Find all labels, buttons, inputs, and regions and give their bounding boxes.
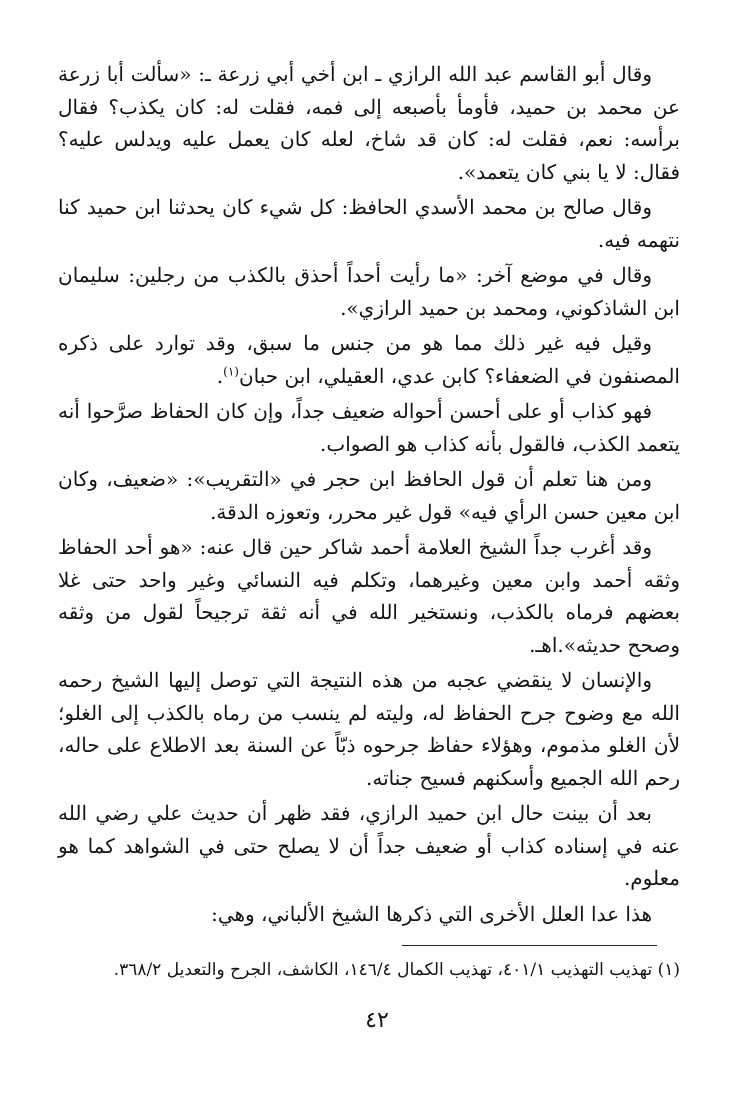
paragraph-other-sayings-text: وقيل فيه غير ذلك مما هو من جنس ما سبق، وقد توارد على ذكره المصنفون في الضعفاء؟ كابن عدي، العقيلي، ابن حبان bbox=[58, 331, 680, 388]
paragraph-abu-qasim: وقال أبو القاسم عبد الله الرازي ـ ابن أخي أبي زرعة ـ: «سألت أبا زرعة عن محمد بن حميد، فأومأ بأصبعه إلى فمه، فقلت له: كان يكذب؟ فقال برأسه: نعم، فقلت له: كان قد شاخ، لعله كان يعمل عليه ويدلس عليه؟ فقال: لا يا بني كان يتعمد». bbox=[58, 62, 680, 184]
paragraph-other-causes: هذا عدا العلل الأخرى التي ذكرها الشيخ الألباني، وهي: bbox=[211, 901, 652, 926]
paragraph-another-place: وقال في موضع آخر: «ما رأيت أحداً أحذق بالكذب من رجلين: سليمان ابن الشاذكوني، ومحمد بن حميد الرازي». bbox=[58, 263, 680, 320]
footnote: (١) تهذيب التهذيب ٤٠١/١، تهذيب الكمال ١٤٦/٤، الكاشف، الجرح والتعديل ٣٦٨/٢. bbox=[113, 960, 680, 980]
paragraph-conclusion: بعد أن بينت حال ابن حميد الرازي، فقد ظهر أن حديث علي رضي الله عنه في إسناده كذاب أو ضعيف جداً أن لا يصلح حتى في الشواهد كما هو معلوم. bbox=[58, 801, 680, 890]
page-number: ٤٢ bbox=[365, 1008, 389, 1033]
page-body bbox=[58, 58, 680, 933]
footnote-marker: (١) bbox=[223, 363, 239, 378]
paragraph-ibn-hajar: ومن هنا تعلم أن قول الحافظ ابن حجر في «التقريب»: «ضعيف، وكان ابن معين حسن الرأي فيه» قول غير محرر، وتعوزه الدقة. bbox=[58, 467, 680, 524]
paragraph-verdict: فهو كذاب أو على أحسن أحواله ضعيف جداً، وإن كان الحفاظ صرَّحوا أنه يتعمد الكذب، فالقول بأنه كذاب هو الصواب. bbox=[58, 399, 680, 456]
footnote-divider bbox=[402, 945, 657, 946]
paragraph-salih: وقال صالح بن محمد الأسدي الحافظ: كل شيء كان يحدثنا ابن حميد كنا نتهمه فيه. bbox=[58, 195, 680, 252]
paragraph-other-sayings: وقيل فيه غير ذلك مما هو من جنس ما سبق، وقد توارد على ذكره المصنفون في الضعفاء؟ كابن عدي، العقيلي، ابن حبان$^{(١)}$. bbox=[58, 331, 680, 388]
paragraph-ahmad-shakir: وقد أغرب جداً الشيخ العلامة أحمد شاكر حين قال عنه: «هو أحد الحفاظ وثقه أحمد وابن معين وغيرهما، وتكلم فيه النسائي وغير واحد حتى غلا بعضهم فرماه بالكذب، ونستخير الله في أنه ثقة ترجيحاً لقول من وثقه وصحح حديثه».اهـ. bbox=[58, 535, 680, 657]
paragraph-astonishment: والإنسان لا ينقضي عجبه من هذه النتيجة التي توصل إليها الشيخ رحمه الله مع وضوح جرح الحفاظ له، وليته لم ينسب من رماه بالكذب إلى الغلو؛ لأن الغلو مذموم، وهؤلاء حفاظ جرحوه ذبّاً عن السنة بعد الاطلاع على حاله، رحم الله الجميع وأسكنهم فسيح جناته. bbox=[58, 668, 680, 790]
